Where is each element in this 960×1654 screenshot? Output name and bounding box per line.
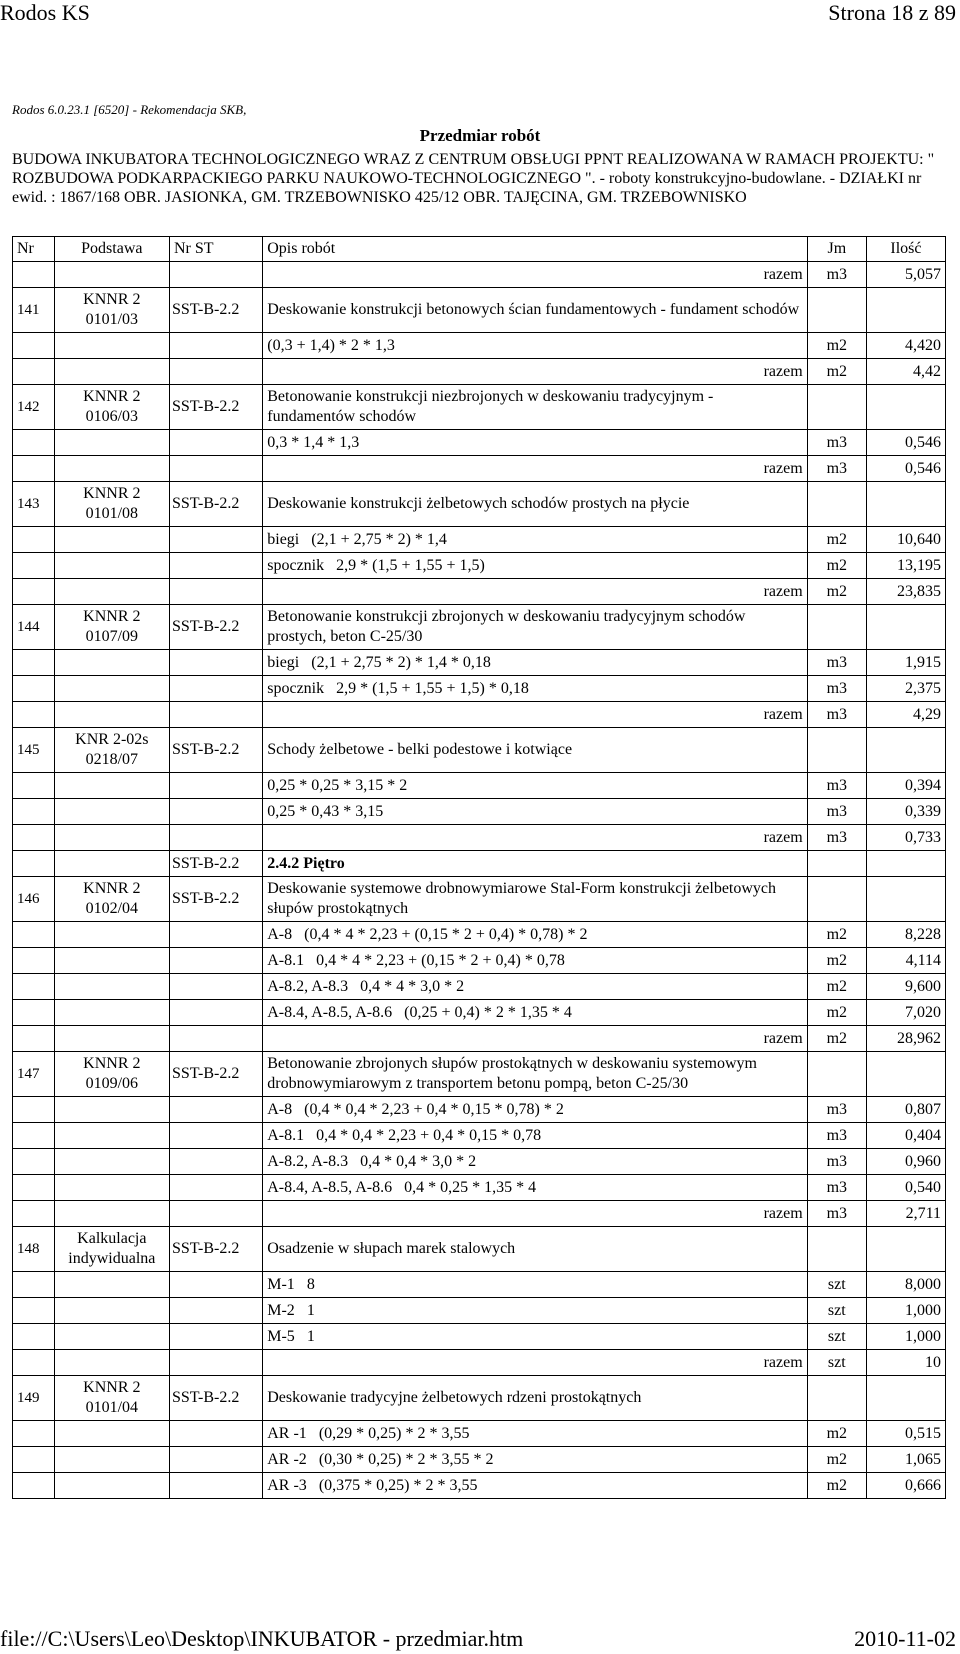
measure-row: [13, 922, 946, 948]
item-description: Betonowanie konstrukcji zbrojonych w deskowaniu tradycyjnym schodów prostych, beton C-25/30: [263, 605, 807, 650]
measure-formula: 1: [306, 1327, 315, 1345]
basis-position: indywidualna: [68, 1250, 156, 1267]
item-basis: [54, 605, 169, 650]
project-description: BUDOWA INKUBATORA TECHNOLOGICZNEGO WRAZ Z CENTRUM OBSŁUGI PPNT REALIZOWANA W RAMACH PROJEKTU: " ROZBUDOWA PODKARPACKIEGO PARKU NAUKOWO-TECHNOLOGICZNEGO ". - roboty konstrukcyjno-budowlane. - DZIAŁKI nr ewid. : 1867/168 OBR. JASIONKA, GM. TRZEBOWNISKO 425/12 OBR. TAJĘCINA, GM. TRZEBOWNISKO: [12, 151, 935, 206]
item-spec: SST-B-2.2: [169, 877, 262, 922]
basis-position: 0218/07: [85, 751, 139, 768]
measure-expression: [263, 1447, 807, 1473]
razem-row: [13, 262, 946, 288]
measure-expression: [263, 974, 807, 1000]
measure-expression: [263, 922, 807, 948]
razem-label: razem: [263, 702, 807, 728]
measure-expression: [263, 553, 807, 579]
item-basis: [54, 1052, 169, 1097]
item-description: Deskowanie konstrukcji żelbetowych schodów prostych na płycie: [263, 482, 807, 527]
measure-expression: [263, 1272, 807, 1298]
measure-row: [13, 553, 946, 579]
measure-unit: m3: [807, 1123, 866, 1149]
table-row: [13, 1227, 946, 1272]
item-number: 145: [13, 728, 55, 773]
item-basis: [54, 288, 169, 333]
razem-row: [13, 702, 946, 728]
measure-expression: 0,3 * 1,4 * 1,3: [263, 430, 807, 456]
measure-formula: 0,4 * 0,4 * 2,23 + 0,4 * 0,15 * 0,78: [316, 1126, 542, 1144]
measure-expression: [263, 948, 807, 974]
measure-label: AR -2: [267, 1450, 307, 1468]
razem-row: [13, 1201, 946, 1227]
razem-qty: 23,835: [866, 579, 945, 605]
measure-expression: 0,25 * 0,43 * 3,15: [263, 799, 807, 825]
razem-row: [13, 579, 946, 605]
measure-unit: m3: [807, 676, 866, 702]
razem-unit: m2: [807, 359, 866, 385]
razem-label: razem: [263, 359, 807, 385]
measure-unit: m2: [807, 553, 866, 579]
measure-row: [13, 773, 946, 799]
measure-row: [13, 1298, 946, 1324]
table-header-row: [13, 237, 946, 262]
basis-catalog: KNNR 2: [83, 388, 141, 405]
razem-label: razem: [263, 825, 807, 851]
measure-unit: m3: [807, 1149, 866, 1175]
measure-row: [13, 948, 946, 974]
measure-expression: [263, 1298, 807, 1324]
razem-qty: 0,733: [866, 825, 945, 851]
razem-unit: m2: [807, 579, 866, 605]
item-basis: [54, 877, 169, 922]
measure-expression: [263, 1097, 807, 1123]
measure-row: [13, 527, 946, 553]
header-podstawa: Podstawa: [54, 237, 169, 262]
measure-row: [13, 1447, 946, 1473]
measure-formula: (0,29 * 0,25) * 2 * 3,55: [318, 1424, 470, 1442]
measure-formula: (0,30 * 0,25) * 2 * 3,55 * 2: [318, 1450, 494, 1468]
measure-formula: 2,9 * (1,5 + 1,55 + 1,5) * 0,18: [336, 679, 529, 697]
basis-catalog: KNR 2-02s: [75, 731, 149, 748]
table-row: [13, 1376, 946, 1421]
header-nrst: Nr ST: [169, 237, 262, 262]
measure-qty: 0,807: [866, 1097, 945, 1123]
measure-unit: m2: [807, 1421, 866, 1447]
razem-row: [13, 825, 946, 851]
razem-qty: 28,962: [866, 1026, 945, 1052]
measure-formula: (0,25 + 0,4) * 2 * 1,35 * 4: [404, 1003, 572, 1021]
measure-expression: (0,3 + 1,4) * 2 * 1,3: [263, 333, 807, 359]
item-spec: SST-B-2.2: [169, 385, 262, 430]
item-number: 148: [13, 1227, 55, 1272]
measure-qty: 4,114: [866, 948, 945, 974]
measure-label: A-8.2, A-8.3: [267, 977, 349, 995]
razem-qty: 10: [866, 1350, 945, 1376]
item-number: 144: [13, 605, 55, 650]
item-description: Betonowanie konstrukcji niezbrojonych w deskowaniu tradycyjnym - fundamentów schodów: [263, 385, 807, 430]
measure-formula: 1: [306, 1301, 315, 1319]
measure-label: A-8.4, A-8.5, A-8.6: [267, 1003, 393, 1021]
measure-expression: 0,25 * 0,25 * 3,15 * 2: [263, 773, 807, 799]
razem-qty: 4,42: [866, 359, 945, 385]
item-spec: SST-B-2.2: [169, 1052, 262, 1097]
measure-formula: (0,4 * 4 * 2,23 + (0,15 * 2 + 0,4) * 0,78) * 2: [304, 925, 588, 943]
measure-qty: 1,915: [866, 650, 945, 676]
item-number: 143: [13, 482, 55, 527]
razem-row: [13, 456, 946, 482]
measure-qty: 1,065: [866, 1447, 945, 1473]
measure-row: [13, 1473, 946, 1499]
footer-date: 2010-11-02: [854, 1626, 956, 1651]
measure-expression: [263, 1175, 807, 1201]
razem-unit: m2: [807, 1026, 866, 1052]
measure-label: A-8: [267, 925, 293, 943]
item-description: Deskowanie konstrukcji betonowych ścian fundamentowych - fundament schodów: [263, 288, 807, 333]
razem-unit: m3: [807, 262, 866, 288]
measure-qty: 13,195: [866, 553, 945, 579]
measure-unit: m2: [807, 922, 866, 948]
table-row: [13, 482, 946, 527]
measure-qty: 0,960: [866, 1149, 945, 1175]
measure-label: A-8: [267, 1100, 293, 1118]
measure-formula: 2,9 * (1,5 + 1,55 + 1,5): [336, 556, 485, 574]
basis-catalog: KNNR 2: [83, 880, 141, 897]
item-spec: SST-B-2.2: [169, 288, 262, 333]
measure-row: [13, 799, 946, 825]
measure-expression: [263, 1421, 807, 1447]
header-jm: Jm: [807, 237, 866, 262]
measure-qty: 0,515: [866, 1421, 945, 1447]
basis-catalog: KNNR 2: [83, 485, 141, 502]
item-number: 141: [13, 288, 55, 333]
measure-qty: 10,640: [866, 527, 945, 553]
razem-qty: 0,546: [866, 456, 945, 482]
measure-label: M-5: [267, 1327, 295, 1345]
measure-label: A-8.1: [267, 1126, 305, 1144]
basis-position: 0101/03: [85, 311, 139, 328]
item-description: Deskowanie systemowe drobnowymiarowe Stal-Form konstrukcji żelbetowych słupów prostokątnych: [263, 877, 807, 922]
basis-position: 0101/08: [85, 505, 139, 522]
measure-label: M-1: [267, 1275, 295, 1293]
table-row: [13, 385, 946, 430]
table-row: [13, 728, 946, 773]
razem-unit: szt: [807, 1350, 866, 1376]
razem-unit: m3: [807, 456, 866, 482]
basis-catalog: KNNR 2: [83, 1379, 141, 1396]
measure-qty: 7,020: [866, 1000, 945, 1026]
measure-unit: m3: [807, 773, 866, 799]
measure-formula: 0,4 * 4 * 2,23 + (0,15 * 2 + 0,4) * 0,78: [316, 951, 565, 969]
razem-label: razem: [263, 262, 807, 288]
measure-unit: m3: [807, 799, 866, 825]
measure-formula: (2,1 + 2,75 * 2) * 1,4 * 0,18: [311, 653, 491, 671]
table-row: [13, 288, 946, 333]
measure-row: [13, 650, 946, 676]
measure-label: AR -1: [267, 1424, 307, 1442]
measure-expression: [263, 1000, 807, 1026]
basis-position: 0102/04: [85, 900, 139, 917]
measure-qty: 0,666: [866, 1473, 945, 1499]
basis-catalog: KNNR 2: [83, 1055, 141, 1072]
footer-file-path: file://C:\Users\Leo\Desktop\INKUBATOR - przedmiar.htm: [0, 1626, 524, 1651]
section-title: 2.4.2 Piętro: [263, 851, 807, 877]
item-description: Schody żelbetowe - belki podestowe i kotwiące: [263, 728, 807, 773]
measure-row: [13, 974, 946, 1000]
header-opis: Opis robót: [263, 237, 807, 262]
measure-row: [13, 676, 946, 702]
measure-unit: m2: [807, 948, 866, 974]
document-title: Przedmiar robót: [419, 126, 541, 145]
razem-unit: m3: [807, 825, 866, 851]
page-header-app: Rodos KS: [0, 0, 90, 25]
measure-qty: 2,375: [866, 676, 945, 702]
measure-unit: m2: [807, 1000, 866, 1026]
item-number: 146: [13, 877, 55, 922]
item-spec: SST-B-2.2: [169, 728, 262, 773]
measure-unit: szt: [807, 1272, 866, 1298]
razem-row: [13, 1350, 946, 1376]
table-row: [13, 605, 946, 650]
razem-label: razem: [263, 579, 807, 605]
razem-unit: m3: [807, 702, 866, 728]
item-basis: [54, 1227, 169, 1272]
measure-qty: 0,546: [866, 430, 945, 456]
section-spec: SST-B-2.2: [169, 851, 262, 877]
measure-unit: m2: [807, 527, 866, 553]
item-basis: [54, 1376, 169, 1421]
table-row: [13, 1052, 946, 1097]
razem-unit: m3: [807, 1201, 866, 1227]
measure-unit: m2: [807, 974, 866, 1000]
basis-catalog: KNNR 2: [83, 608, 141, 625]
measure-label: spocznik: [267, 679, 325, 697]
basis-position: 0107/09: [85, 628, 139, 645]
measure-qty: 4,420: [866, 333, 945, 359]
measure-formula: 8: [306, 1275, 315, 1293]
item-spec: SST-B-2.2: [169, 1227, 262, 1272]
basis-catalog: Kalkulacja: [77, 1230, 147, 1247]
measure-label: biegi: [267, 530, 300, 548]
razem-qty: 5,057: [866, 262, 945, 288]
item-number: 142: [13, 385, 55, 430]
section-row: [13, 851, 946, 877]
measure-formula: (0,4 * 0,4 * 2,23 + 0,4 * 0,15 * 0,78) * 2: [304, 1100, 564, 1118]
measure-label: biegi: [267, 653, 300, 671]
page-header-page-number: Strona 18 z 89: [828, 0, 956, 25]
header-nr: Nr: [13, 237, 55, 262]
razem-label: razem: [263, 1350, 807, 1376]
bill-of-quantities-table: [12, 236, 946, 1499]
measure-row: [13, 333, 946, 359]
item-spec: SST-B-2.2: [169, 1376, 262, 1421]
measure-qty: 1,000: [866, 1298, 945, 1324]
measure-row: [13, 1097, 946, 1123]
item-basis: [54, 728, 169, 773]
razem-row: [13, 359, 946, 385]
razem-qty: 4,29: [866, 702, 945, 728]
measure-qty: 8,228: [866, 922, 945, 948]
item-basis: [54, 385, 169, 430]
basis-position: 0106/03: [85, 408, 139, 425]
measure-expression: [263, 650, 807, 676]
measure-expression: [263, 1123, 807, 1149]
measure-unit: m3: [807, 430, 866, 456]
measure-unit: m2: [807, 1447, 866, 1473]
razem-label: razem: [263, 456, 807, 482]
measure-row: [13, 1272, 946, 1298]
measure-row: [13, 1149, 946, 1175]
measure-formula: (2,1 + 2,75 * 2) * 1,4: [311, 530, 447, 548]
measure-label: A-8.4, A-8.5, A-8.6: [267, 1178, 393, 1196]
measure-unit: szt: [807, 1324, 866, 1350]
measure-qty: 9,600: [866, 974, 945, 1000]
measure-formula: 0,4 * 4 * 3,0 * 2: [360, 977, 465, 995]
measure-label: M-2: [267, 1301, 295, 1319]
measure-expression: [263, 676, 807, 702]
measure-row: [13, 1421, 946, 1447]
razem-label: razem: [263, 1026, 807, 1052]
measure-qty: 0,339: [866, 799, 945, 825]
razem-label: razem: [263, 1201, 807, 1227]
measure-unit: m2: [807, 333, 866, 359]
measure-label: spocznik: [267, 556, 325, 574]
item-description: Deskowanie tradycyjne żelbetowych rdzeni prostokątnych: [263, 1376, 807, 1421]
measure-qty: 8,000: [866, 1272, 945, 1298]
measure-unit: m3: [807, 1175, 866, 1201]
item-description: Betonowanie zbrojonych słupów prostokątnych w deskowaniu systemowym drobnowymiarowym z transportem betonu pompą, beton C-25/30: [263, 1052, 807, 1097]
measure-unit: m3: [807, 1097, 866, 1123]
measure-unit: m3: [807, 650, 866, 676]
basis-position: 0101/04: [85, 1399, 139, 1416]
measure-row: [13, 1000, 946, 1026]
item-spec: SST-B-2.2: [169, 605, 262, 650]
measure-qty: 1,000: [866, 1324, 945, 1350]
measure-expression: [263, 1149, 807, 1175]
item-basis: [54, 482, 169, 527]
measure-unit: m2: [807, 1473, 866, 1499]
basis-catalog: KNNR 2: [83, 291, 141, 308]
measure-qty: 0,540: [866, 1175, 945, 1201]
measure-label: A-8.1: [267, 951, 305, 969]
measure-formula: 0,4 * 0,25 * 1,35 * 4: [404, 1178, 537, 1196]
measure-row: [13, 1324, 946, 1350]
item-description: Osadzenie w słupach marek stalowych: [263, 1227, 807, 1272]
measure-formula: 0,4 * 0,4 * 3,0 * 2: [360, 1152, 477, 1170]
header-ilosc: Ilość: [866, 237, 945, 262]
measure-row: [13, 1175, 946, 1201]
basis-position: 0109/06: [85, 1075, 139, 1092]
subheader: Rodos 6.0.23.1 [6520] - Rekomendacja SKB,: [12, 102, 247, 117]
measure-row: [13, 1123, 946, 1149]
measure-qty: 0,404: [866, 1123, 945, 1149]
razem-qty: 2,711: [866, 1201, 945, 1227]
item-number: 149: [13, 1376, 55, 1421]
measure-label: A-8.2, A-8.3: [267, 1152, 349, 1170]
item-spec: SST-B-2.2: [169, 482, 262, 527]
measure-expression: [263, 1473, 807, 1499]
measure-expression: [263, 1324, 807, 1350]
measure-qty: 0,394: [866, 773, 945, 799]
measure-unit: szt: [807, 1298, 866, 1324]
item-number: 147: [13, 1052, 55, 1097]
measure-row: [13, 430, 946, 456]
measure-label: AR -3: [267, 1476, 307, 1494]
table-row: [13, 877, 946, 922]
measure-expression: [263, 527, 807, 553]
razem-row: [13, 1026, 946, 1052]
measure-formula: (0,375 * 0,25) * 2 * 3,55: [318, 1476, 478, 1494]
